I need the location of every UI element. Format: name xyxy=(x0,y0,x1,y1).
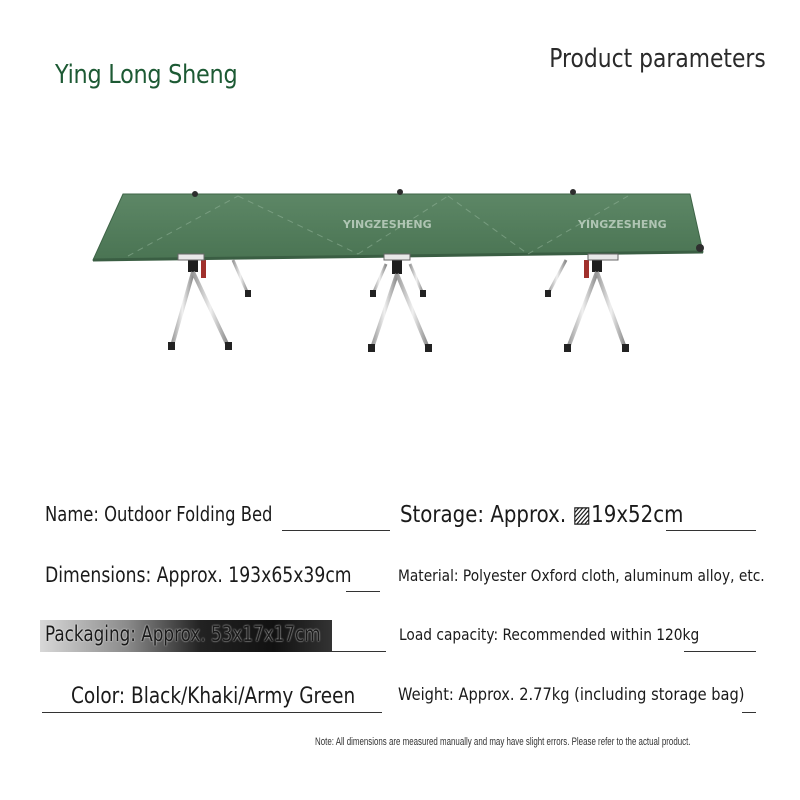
divider xyxy=(42,712,382,713)
leg-set-left xyxy=(168,254,251,350)
spec-material: Material: Polyester Oxford cloth, aluminum alloy, etc. xyxy=(398,566,765,585)
leg-set-middle xyxy=(368,254,432,352)
spec-storage: Storage: Approx. ▨19x52cm xyxy=(400,502,684,528)
divider xyxy=(666,530,756,531)
spec-packaging: Packaging: Approx. 53x17x17cm xyxy=(45,622,321,646)
divider xyxy=(684,651,756,652)
divider xyxy=(282,530,390,531)
leg-set-right xyxy=(545,254,629,352)
watermark-text: YINGZESHENG xyxy=(343,218,432,231)
svg-text:YINGZESHENG: YINGZESHENG xyxy=(578,218,667,231)
spec-dimensions: Dimensions: Approx. 193x65x39cm xyxy=(45,563,352,587)
divider xyxy=(742,712,756,713)
divider xyxy=(346,591,380,592)
divider xyxy=(332,651,386,652)
disclaimer-note: Note: All dimensions are measured manually and may have slight errors. Please refer to the actual product. xyxy=(315,736,691,748)
spec-weight: Weight: Approx. 2.77kg (including storage bag) xyxy=(398,685,745,705)
spec-load-capacity: Load capacity: Recommended within 120kg xyxy=(399,625,700,644)
page-title: Product parameters xyxy=(549,44,766,74)
brand-name: Ying Long Sheng xyxy=(55,60,238,90)
spec-color: Color: Black/Khaki/Army Green xyxy=(71,684,356,709)
spec-name: Name: Outdoor Folding Bed xyxy=(45,502,273,526)
folding-cot-image xyxy=(88,180,718,360)
